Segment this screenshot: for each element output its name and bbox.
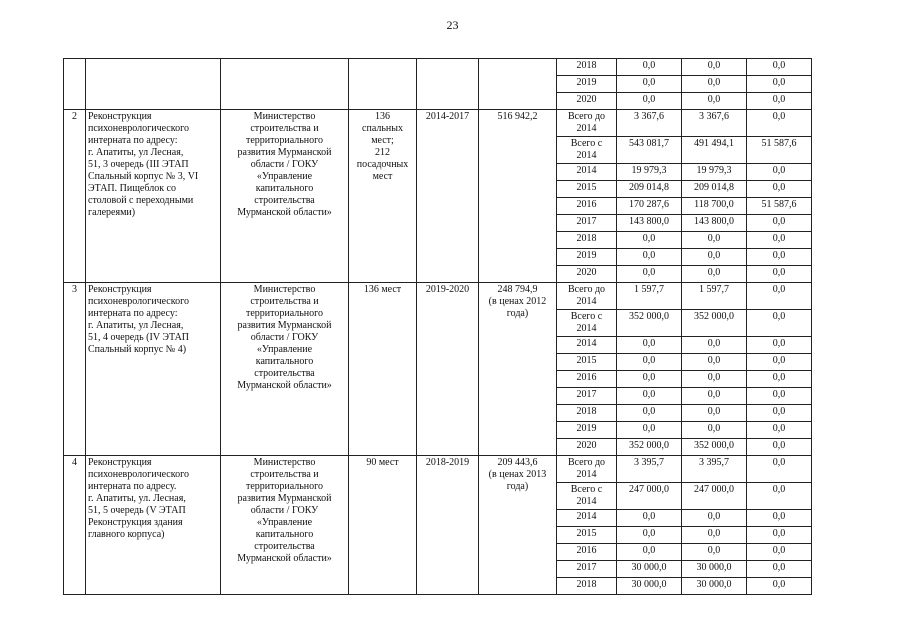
page-number: 23	[446, 18, 459, 32]
federal-budget-cell: 0,0	[747, 76, 812, 93]
federal-budget-cell: 0,0	[747, 337, 812, 354]
regional-budget-cell: 352 000,0	[682, 439, 747, 456]
total-value-cell: 0,0	[617, 93, 682, 110]
federal-budget-cell: 0,0	[747, 527, 812, 544]
regional-budget-cell: 0,0	[682, 527, 747, 544]
construction-period-cell: 2019-2020	[417, 283, 479, 456]
period-cell	[417, 59, 479, 110]
year-cell: 2017	[557, 561, 617, 578]
object-name-cell: Реконструкция психоневрологического интерната по адресу. г. Апатиты, ул. Лесная, 51, 5 очередь (V ЭТАП Реконструкция здания главного корпуса)	[86, 456, 221, 595]
federal-budget-cell: 0,0	[747, 310, 812, 337]
regional-budget-cell: 491 494,1	[682, 137, 747, 164]
year-cell: 2018	[557, 232, 617, 249]
federal-budget-cell: 0,0	[747, 266, 812, 283]
year-cell: 2020	[557, 266, 617, 283]
federal-budget-cell: 0,0	[747, 232, 812, 249]
total-value-cell: 0,0	[617, 422, 682, 439]
regional-budget-cell: 143 800,0	[682, 215, 747, 232]
regional-budget-cell: 0,0	[682, 405, 747, 422]
total-value-cell: 0,0	[617, 544, 682, 561]
federal-budget-cell: 0,0	[747, 59, 812, 76]
year-cell: 2018	[557, 59, 617, 76]
total-value-cell: 3 367,6	[617, 110, 682, 137]
capacity-cell	[349, 59, 417, 110]
capacity-cell: 136 мест	[349, 283, 417, 456]
total-value-cell: 170 287,6	[617, 198, 682, 215]
year-cell: 2016	[557, 371, 617, 388]
total-value-cell: 30 000,0	[617, 561, 682, 578]
estimated-cost-cell: 248 794,9 (в ценах 2012 года)	[479, 283, 557, 456]
total-value-cell: 0,0	[617, 510, 682, 527]
federal-budget-cell: 0,0	[747, 354, 812, 371]
capacity-cell: 136 спальных мест; 212 посадочных мест	[349, 110, 417, 283]
table-row	[64, 110, 812, 137]
year-cell: 2015	[557, 181, 617, 198]
federal-budget-cell: 0,0	[747, 371, 812, 388]
year-cell: Всего до 2014	[557, 283, 617, 310]
year-cell: 2018	[557, 405, 617, 422]
year-cell: 2018	[557, 578, 617, 595]
total-value-cell: 247 000,0	[617, 483, 682, 510]
regional-budget-cell: 1 597,7	[682, 283, 747, 310]
year-cell: 2014	[557, 337, 617, 354]
total-value-cell: 209 014,8	[617, 181, 682, 198]
regional-budget-cell: 209 014,8	[682, 181, 747, 198]
customer-cell: Министерство строительства и территориального развития Мурманской области / ГОКУ «Управление капитального строительства Мурманской области»	[221, 283, 349, 456]
total-value-cell: 0,0	[617, 371, 682, 388]
estimated-cost-cell: 516 942,2	[479, 110, 557, 283]
row-number-cell: 3	[64, 283, 86, 456]
federal-budget-cell: 0,0	[747, 93, 812, 110]
regional-budget-cell: 0,0	[682, 266, 747, 283]
total-value-cell: 0,0	[617, 354, 682, 371]
total-value-cell: 1 597,7	[617, 283, 682, 310]
total-value-cell: 19 979,3	[617, 164, 682, 181]
regional-budget-cell: 0,0	[682, 510, 747, 527]
regional-budget-cell: 3 367,6	[682, 110, 747, 137]
year-cell: 2019	[557, 422, 617, 439]
regional-budget-cell: 0,0	[682, 388, 747, 405]
federal-budget-cell: 0,0	[747, 249, 812, 266]
year-cell: 2019	[557, 76, 617, 93]
federal-budget-cell: 51 587,6	[747, 137, 812, 164]
row-number-cell: 4	[64, 456, 86, 595]
federal-budget-cell: 0,0	[747, 110, 812, 137]
federal-budget-cell: 0,0	[747, 181, 812, 198]
total-value-cell: 3 395,7	[617, 456, 682, 483]
federal-budget-cell: 0,0	[747, 561, 812, 578]
year-cell: 2014	[557, 164, 617, 181]
construction-period-cell: 2018-2019	[417, 456, 479, 595]
federal-budget-cell: 0,0	[747, 439, 812, 456]
total-value-cell: 543 081,7	[617, 137, 682, 164]
regional-budget-cell: 30 000,0	[682, 561, 747, 578]
federal-budget-cell: 0,0	[747, 483, 812, 510]
total-value-cell: 0,0	[617, 337, 682, 354]
regional-budget-cell: 0,0	[682, 371, 747, 388]
total-value-cell: 0,0	[617, 249, 682, 266]
year-cell: 2016	[557, 198, 617, 215]
row-number-cell: 2	[64, 110, 86, 283]
capacity-cell: 90 мест	[349, 456, 417, 595]
total-value-cell: 0,0	[617, 527, 682, 544]
federal-budget-cell: 0,0	[747, 510, 812, 527]
total-value-cell: 0,0	[617, 232, 682, 249]
regional-budget-cell: 30 000,0	[682, 578, 747, 595]
federal-budget-cell: 0,0	[747, 544, 812, 561]
regional-budget-cell: 0,0	[682, 76, 747, 93]
total-value-cell: 30 000,0	[617, 578, 682, 595]
total-value-cell: 0,0	[617, 266, 682, 283]
total-value-cell: 352 000,0	[617, 439, 682, 456]
federal-budget-cell: 0,0	[747, 215, 812, 232]
total-value-cell: 0,0	[617, 388, 682, 405]
federal-budget-cell: 0,0	[747, 388, 812, 405]
table-row	[64, 59, 812, 76]
total-value-cell: 0,0	[617, 76, 682, 93]
year-cell: 2017	[557, 215, 617, 232]
year-cell: 2020	[557, 439, 617, 456]
cost-cell	[479, 59, 557, 110]
customer-cell: Министерство строительства и территориального развития Мурманской области / ГОКУ «Управление капитального строительства Мурманской области»	[221, 110, 349, 283]
regional-budget-cell: 0,0	[682, 337, 747, 354]
total-value-cell: 143 800,0	[617, 215, 682, 232]
federal-budget-cell: 0,0	[747, 164, 812, 181]
regional-budget-cell: 0,0	[682, 59, 747, 76]
object-name-cell: Реконструкция психоневрологического интерната по адресу: г. Апатиты, ул Лесная, 51, 4 очередь (IV ЭТАП Спальный корпус № 4)	[86, 283, 221, 456]
name-cell	[86, 59, 221, 110]
regional-budget-cell: 19 979,3	[682, 164, 747, 181]
year-cell: 2020	[557, 93, 617, 110]
construction-period-cell: 2014-2017	[417, 110, 479, 283]
year-cell: Всего до 2014	[557, 456, 617, 483]
customer-cell: Министерство строительства и территориального развития Мурманской области / ГОКУ «Управление капитального строительства Мурманской области»	[221, 456, 349, 595]
no-cell	[64, 59, 86, 110]
year-cell: Всего с 2014	[557, 483, 617, 510]
regional-budget-cell: 0,0	[682, 354, 747, 371]
regional-budget-cell: 118 700,0	[682, 198, 747, 215]
year-cell: 2015	[557, 354, 617, 371]
regional-budget-cell: 247 000,0	[682, 483, 747, 510]
federal-budget-cell: 0,0	[747, 405, 812, 422]
regional-budget-cell: 0,0	[682, 232, 747, 249]
total-value-cell: 0,0	[617, 405, 682, 422]
regional-budget-cell: 3 395,7	[682, 456, 747, 483]
year-cell: 2014	[557, 510, 617, 527]
federal-budget-cell: 0,0	[747, 422, 812, 439]
year-cell: 2016	[557, 544, 617, 561]
federal-budget-cell: 0,0	[747, 578, 812, 595]
year-cell: 2017	[557, 388, 617, 405]
regional-budget-cell: 0,0	[682, 422, 747, 439]
object-name-cell: Реконструкция психоневрологического интерната по адресу: г. Апатиты, ул Лесная, 51, 3 очередь (III ЭТАП Спальный корпус № 3, VI ЭТАП. Пищеблок со столовой с переходными галереями)	[86, 110, 221, 283]
investment-objects-table	[63, 58, 812, 595]
estimated-cost-cell: 209 443,6 (в ценах 2013 года)	[479, 456, 557, 595]
total-value-cell: 352 000,0	[617, 310, 682, 337]
federal-budget-cell: 0,0	[747, 283, 812, 310]
total-value-cell: 0,0	[617, 59, 682, 76]
regional-budget-cell: 0,0	[682, 544, 747, 561]
year-cell: Всего с 2014	[557, 137, 617, 164]
year-cell: 2015	[557, 527, 617, 544]
federal-budget-cell: 51 587,6	[747, 198, 812, 215]
federal-budget-cell: 0,0	[747, 456, 812, 483]
table-row	[64, 456, 812, 483]
year-cell: Всего до 2014	[557, 110, 617, 137]
regional-budget-cell: 0,0	[682, 249, 747, 266]
table-body	[64, 59, 812, 595]
table-row	[64, 283, 812, 310]
customer-cell	[221, 59, 349, 110]
year-cell: 2019	[557, 249, 617, 266]
year-cell: Всего с 2014	[557, 310, 617, 337]
regional-budget-cell: 0,0	[682, 93, 747, 110]
regional-budget-cell: 352 000,0	[682, 310, 747, 337]
